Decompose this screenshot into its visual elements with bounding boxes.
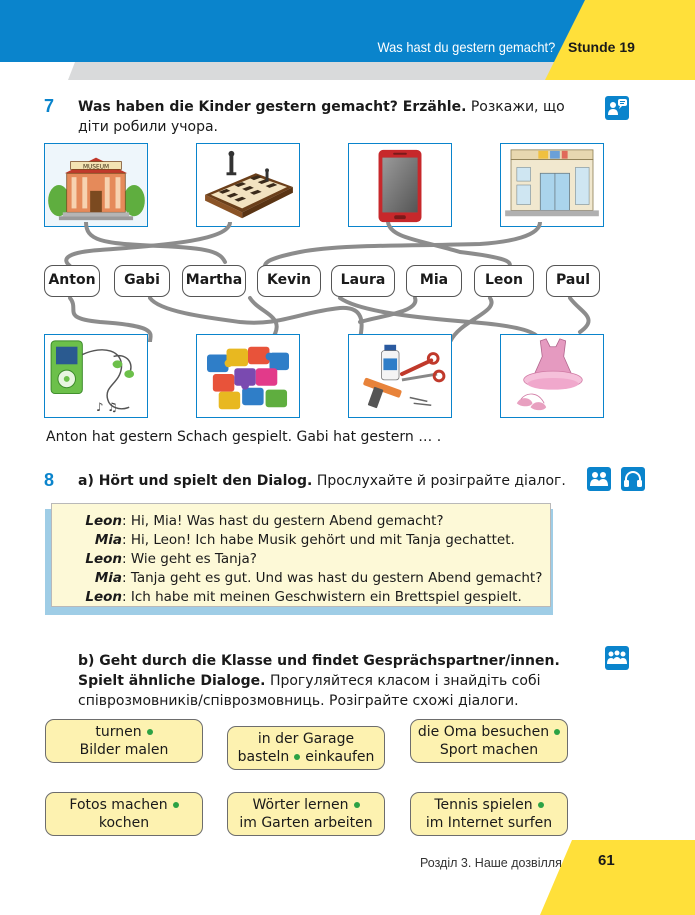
dialogue-line: Leon: Wie geht es Tanja? — [66, 550, 550, 569]
craft-tools-picture — [348, 334, 452, 418]
ballet-dress-picture — [500, 334, 604, 418]
dialogue-text: Wie geht es Tanja? — [130, 551, 257, 567]
phrase-box — [410, 792, 568, 836]
phrase-line — [411, 796, 567, 814]
footer-section-title: Розділ 3. Наше дозвілля — [420, 856, 562, 870]
task-8b-heading-uk-2: співрозмовників/співрозмовниць. Розіграйте схожі діалоги. — [78, 693, 519, 709]
name-tag-laura: Laura — [331, 265, 395, 297]
bullet-dot-icon — [294, 754, 300, 760]
dialogue-text: Tanja geht es gut. Und was hast du gestern Abend gemacht? — [130, 570, 543, 586]
task-7-heading — [78, 97, 568, 137]
example-sentence: Anton hat gestern Schach gespielt. Gabi hat gestern … . — [46, 429, 442, 445]
phrase-text: Wörter lernen — [252, 797, 349, 813]
name-tag-paul: Paul — [546, 265, 600, 297]
phrase-box — [45, 792, 203, 836]
name-tag-gabi: Gabi — [114, 265, 170, 297]
name-tag-martha: Martha — [182, 265, 246, 297]
dialogue-box — [51, 503, 551, 607]
footer-yellow-corner — [0, 840, 695, 915]
speech-icon — [605, 96, 629, 120]
shop-picture — [500, 143, 604, 227]
phrase-box — [410, 719, 568, 763]
pair-work-icon — [587, 467, 611, 491]
phrase-text: turnen — [95, 724, 142, 740]
task-8a-heading-uk: Прослухайте й розіграйте діалог. — [316, 473, 566, 489]
phrase-line — [46, 723, 202, 741]
bullet-dot-icon — [554, 729, 560, 735]
task-7-heading-uk: Розкажи, що діти робили учора. — [78, 99, 565, 135]
phrase-line — [411, 723, 567, 741]
dialogue-text: Hi, Mia! Was hast du gestern Abend gemacht? — [130, 513, 444, 529]
phrase-line — [46, 796, 202, 814]
jigsaw-puzzle-picture — [196, 334, 300, 418]
dialogue-text: Hi, Leon! Ich habe Musik gehört und mit Tanja gechattet. — [130, 532, 515, 548]
dialogue-line: Leon: Ich habe mit meinen Geschwistern ein Brettspiel gespielt. — [66, 588, 550, 607]
task-8b-line-2 — [78, 671, 560, 691]
dialogue-speaker: Leon — [85, 589, 122, 605]
music-player-picture — [44, 334, 148, 418]
name-tag-kevin: Kevin — [257, 265, 321, 297]
task-8b-heading-uk-1: Прогуляйтеся класом і знайдіть собі — [269, 673, 541, 689]
phrase-text: Sport machen — [439, 742, 539, 758]
dialogue-speaker: Mia — [94, 532, 122, 548]
phrase-text: in der Garage — [257, 731, 355, 747]
phrase-text: Fotos machen — [69, 797, 168, 813]
task-8-number: 8 — [44, 470, 55, 490]
task-8b-heading-de-1: b) Geht durch die Klasse und findet Gesprächspartner/innen. — [78, 653, 560, 669]
phrase-text: basteln — [237, 749, 290, 765]
chess-board-picture — [196, 143, 300, 227]
dialogue-speaker: Leon — [85, 513, 122, 529]
lesson-label: Stunde 19 — [568, 39, 635, 55]
bullet-dot-icon — [354, 802, 360, 808]
task-7-heading-de: Was haben die Kinder gestern gemacht? Erzähle. — [78, 99, 467, 115]
headphones-icon — [621, 467, 645, 491]
phrase-text: im Internet surfen — [425, 815, 553, 831]
dialogue-line: Leon: Hi, Mia! Was hast du gestern Abend gemacht? — [66, 512, 550, 531]
phrase-line — [228, 796, 384, 814]
svg-text:MUSEUM: MUSEUM — [82, 164, 110, 171]
phrase-text: im Garten arbeiten — [239, 815, 373, 831]
task-8a-heading — [78, 471, 568, 491]
phrase-text: Tennis spielen — [434, 797, 533, 813]
name-tag-mia: Mia — [406, 265, 462, 297]
phrase-line — [228, 748, 384, 766]
phrase-text: die Oma besuchen — [417, 724, 550, 740]
name-tag-leon: Leon — [474, 265, 534, 297]
dialogue-text: Ich habe mit meinen Geschwistern ein Brettspiel gespielt. — [130, 589, 522, 605]
dialogue-line: Mia: Hi, Leon! Ich habe Musik gehört und mit Tanja gechattet. — [66, 531, 550, 550]
smartphone-picture — [348, 143, 452, 227]
phrase-text: Bilder malen — [79, 742, 169, 758]
task-8b-heading — [78, 651, 560, 711]
bullet-dot-icon — [538, 802, 544, 808]
phrase-text: kochen — [98, 815, 150, 831]
dialogue-speaker: Leon — [85, 551, 122, 567]
name-tag-anton: Anton — [44, 265, 100, 297]
phrase-box — [45, 719, 203, 763]
task-8a-heading-de: a) Hört und spielt den Dialog. — [78, 473, 313, 489]
header-title: Was hast du gestern gemacht? — [377, 39, 555, 55]
bullet-dot-icon — [173, 802, 179, 808]
task-8b-heading-de-2: Spielt ähnliche Dialoge. — [78, 673, 266, 689]
task-7-number: 7 — [44, 96, 55, 116]
phrase-box — [227, 726, 385, 770]
dialogue-speaker: Mia — [94, 570, 122, 586]
page-number: 61 — [598, 852, 615, 869]
svg-text:♪ ♫: ♪ ♫ — [96, 400, 118, 415]
dialogue-line: Mia: Tanja geht es gut. Und was hast du gestern Abend gemacht? — [66, 569, 550, 588]
bullet-dot-icon — [147, 729, 153, 735]
phrase-text: einkaufen — [305, 749, 375, 765]
museum-picture — [44, 143, 148, 227]
phrase-box — [227, 792, 385, 836]
group-work-icon — [605, 646, 629, 670]
